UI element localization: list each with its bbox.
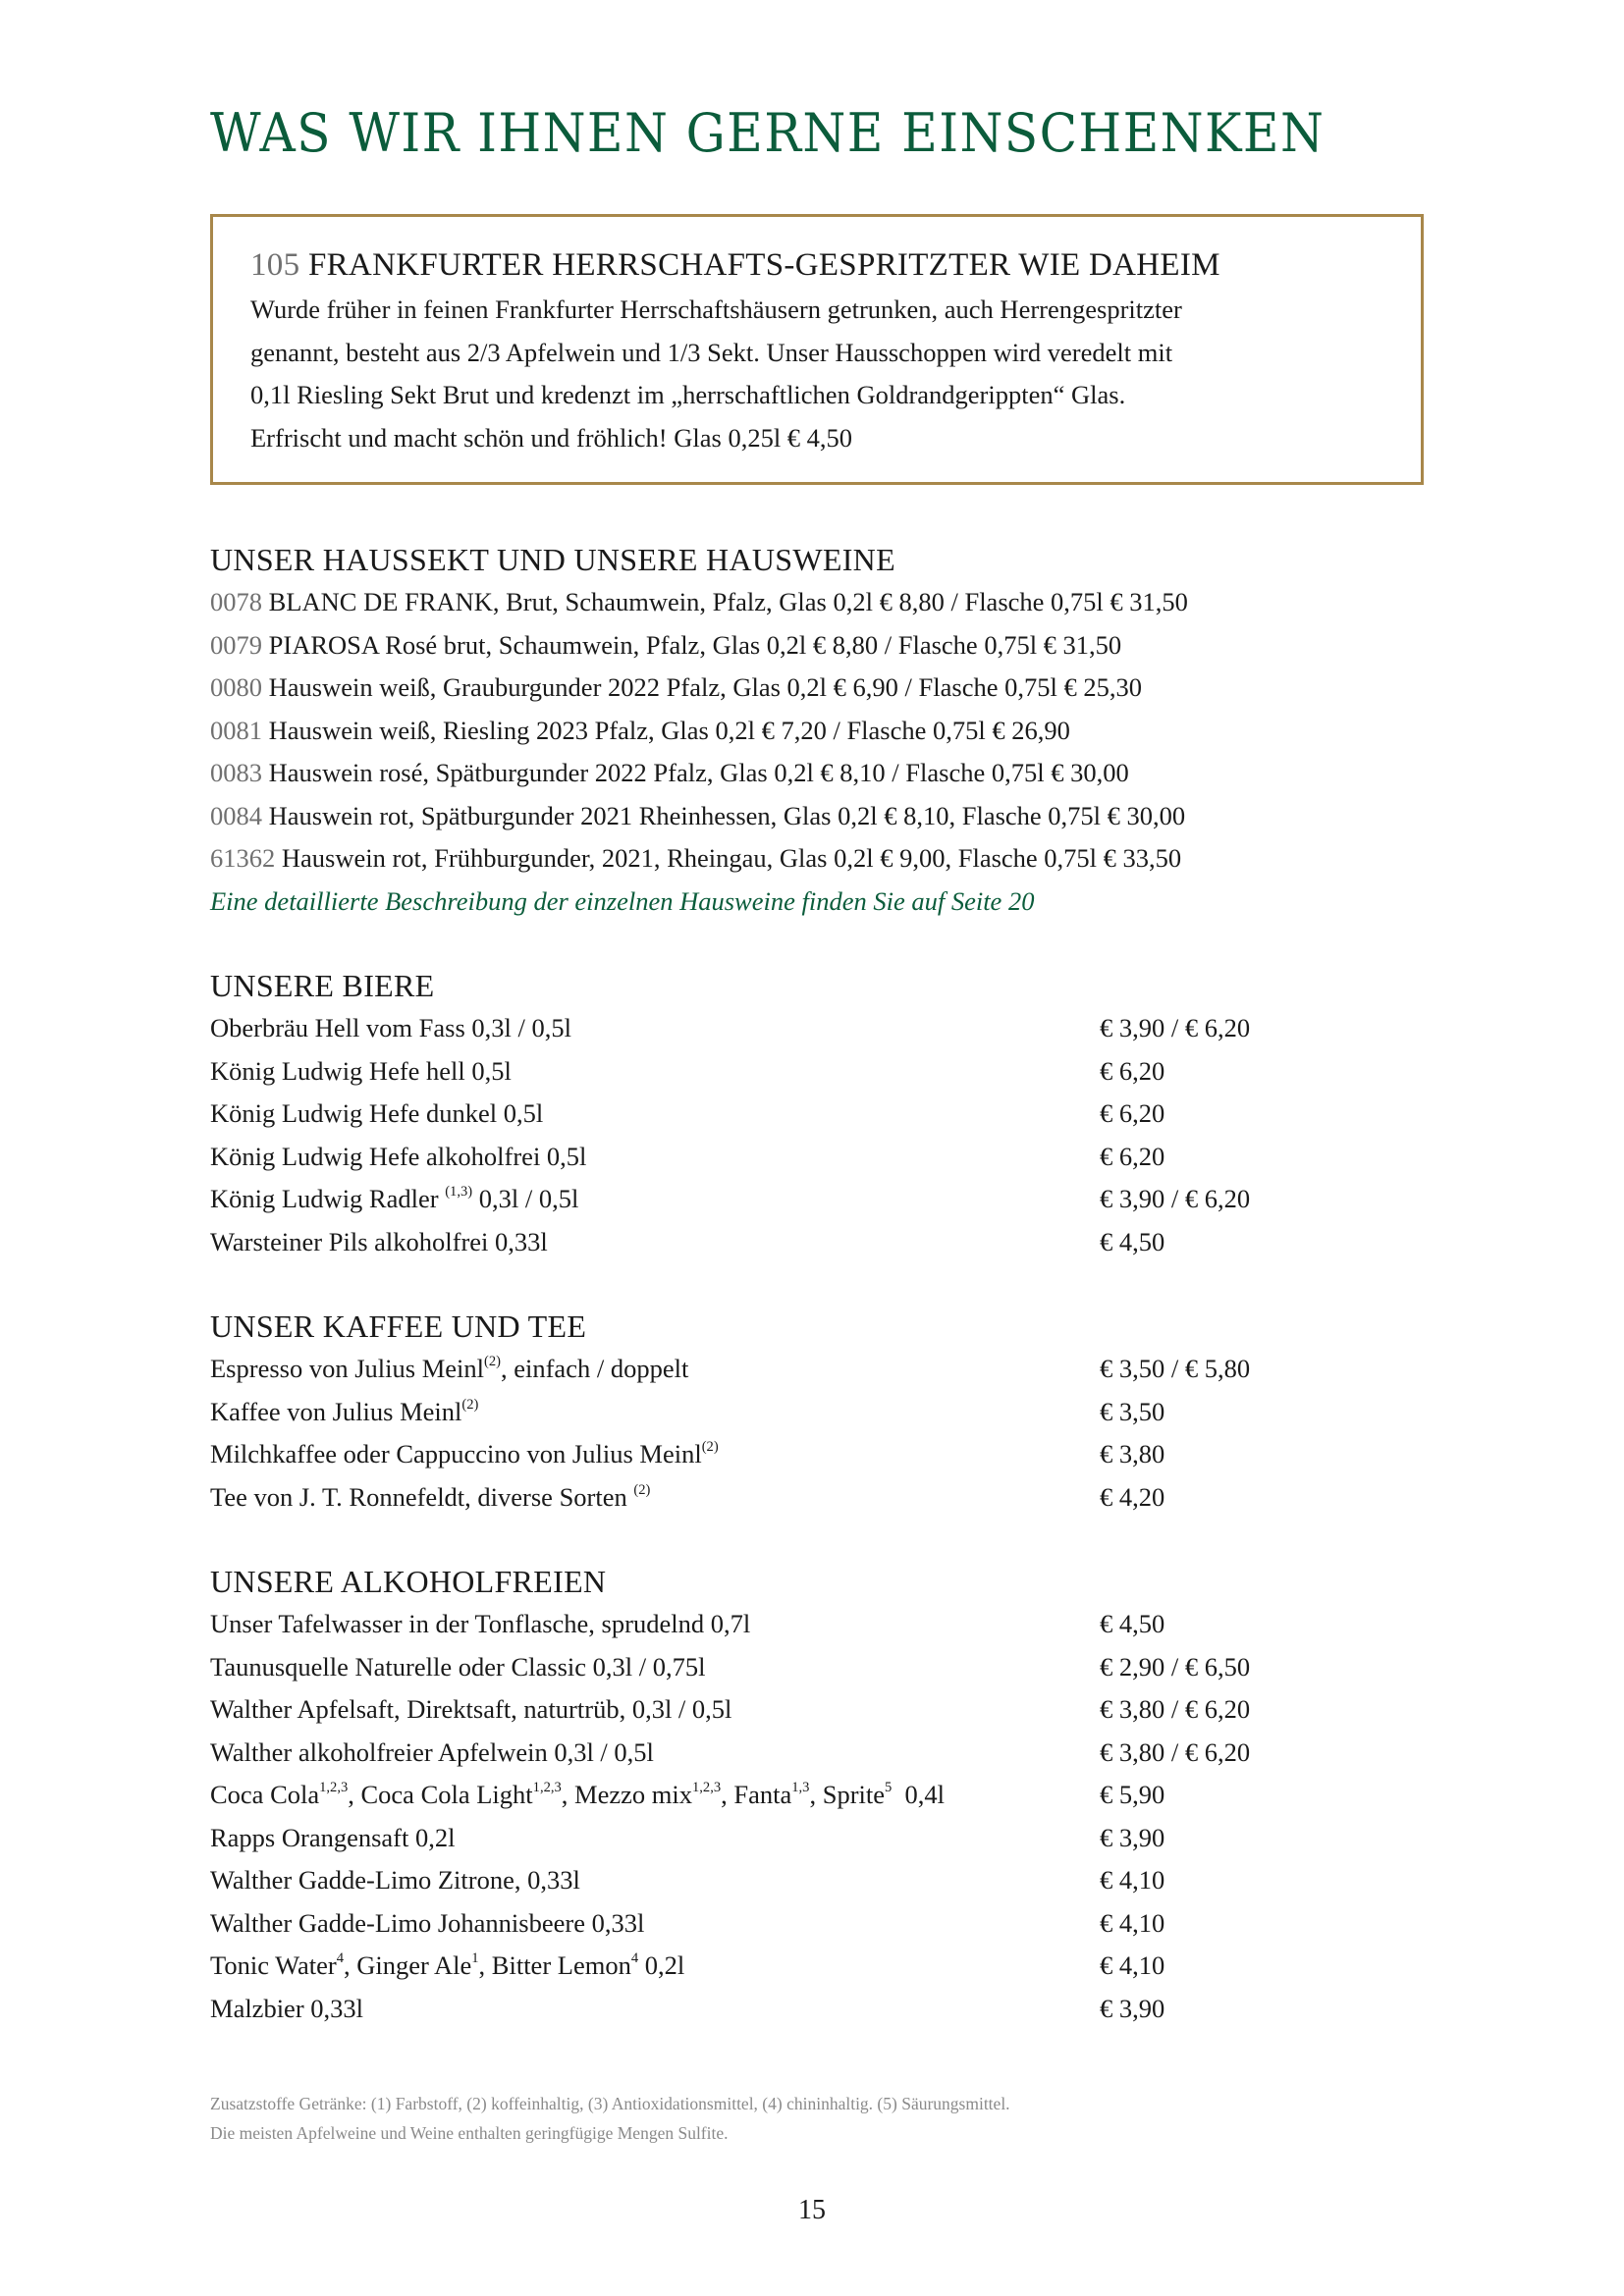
menu-item [210, 1178, 1290, 1221]
item-name-part: , Bitter Lemon [478, 1950, 631, 1980]
special-drink-name: FRANKFURTER HERRSCHAFTS-GESPRITZTER WIE DAHEIM [307, 247, 1220, 283]
item-name [210, 1391, 478, 1434]
item-price: € 3,90 / € 6,20 [1100, 1013, 1251, 1042]
additive-footnote-ref: 4 [336, 1950, 344, 1966]
wine-item [210, 624, 1290, 667]
wine-text: Hauswein rot, Frühburgunder, 2021, Rheingau, Glas 0,2l € 9,00, Flasche 0,75l € 33,50 [281, 843, 1182, 873]
wine-item [210, 752, 1290, 795]
additive-footnote-ref: (1,3) [445, 1184, 473, 1200]
item-price: € 4,20 [1100, 1481, 1165, 1512]
item-name-part: Kaffee von Julius Meinl [210, 1396, 462, 1426]
additives-footnote [210, 2089, 1010, 2148]
item-price: € 3,80 / € 6,20 [1100, 1736, 1251, 1767]
description-line: 0,1l Riesling Sekt Brut und kredenzt im „herrschaftlichen Goldrandgerippten“ Glas. [250, 380, 1126, 410]
item-price: € 4,10 [1100, 1950, 1165, 1980]
section-heading: UNSERE ALKOHOLFREIEN [210, 1564, 607, 1599]
item-price: € 3,90 / € 6,20 [1100, 1184, 1251, 1213]
additive-footnote-ref: (2) [633, 1481, 651, 1498]
item-name [210, 1433, 719, 1476]
item-price: € 3,50 [1100, 1396, 1165, 1426]
wine-text: Hauswein weiß, Grauburgunder 2022 Pfalz, Glas 0,2l € 6,90 / Flasche 0,75l € 25,30 [268, 672, 1142, 702]
item-name-part: 0,4l [892, 1780, 946, 1809]
menu-item [210, 1348, 1290, 1391]
additive-footnote-ref: 5 [885, 1780, 893, 1795]
wine-text: PIAROSA Rosé brut, Schaumwein, Pfalz, Glas 0,2l € 8,80 / Flasche 0,75l € 31,50 [268, 629, 1122, 660]
item-price: € 6,20 [1100, 1098, 1165, 1128]
menu-item [210, 1732, 1290, 1775]
item-price: € 6,20 [1100, 1055, 1165, 1086]
item-name: Taunusquelle Naturelle oder Classic 0,3l / 0,75l [210, 1651, 706, 1682]
section-soft-drinks [210, 1561, 1290, 2030]
item-name-part: Coca Cola [210, 1780, 320, 1809]
wine-item [210, 837, 1290, 881]
special-drink-description [250, 289, 1360, 459]
item-number: 61362 [210, 843, 276, 873]
item-name-part: 0,2l [638, 1950, 685, 1980]
item-name-part: , Coca Cola Light [348, 1780, 533, 1809]
item-name: Warsteiner Pils alkoholfrei 0,33l [210, 1226, 548, 1256]
item-price: € 4,50 [1100, 1609, 1165, 1638]
item-name-part: , Mezzo mix [561, 1780, 692, 1809]
additive-footnote-ref: 1 [471, 1950, 479, 1966]
wine-item [210, 710, 1290, 753]
section-heading: UNSER KAFFEE UND TEE [210, 1308, 587, 1344]
item-name-part: , Sprite [809, 1780, 886, 1809]
wine-text: Hauswein rot, Spätburgunder 2021 Rheinhessen, Glas 0,2l € 8,10, Flasche 0,75l € 30,00 [268, 800, 1186, 830]
item-number: 0084 [210, 800, 262, 830]
page-number: 15 [798, 2195, 826, 2225]
item-name-part: , einfach / doppelt [500, 1354, 689, 1383]
menu-item [210, 1050, 1290, 1094]
item-name [210, 1348, 688, 1391]
footnote-line: Die meisten Apfelweine und Weine enthalten geringfügige Mengen Sulfite. [210, 2123, 729, 2143]
item-number: 0083 [210, 758, 262, 787]
menu-item [210, 1902, 1290, 1946]
item-number: 105 [250, 247, 300, 283]
menu-item [210, 1817, 1290, 1860]
item-name: König Ludwig Hefe dunkel 0,5l [210, 1098, 544, 1128]
additive-footnote-ref: (2) [484, 1354, 501, 1369]
item-name: König Ludwig Hefe alkoholfrei 0,5l [210, 1141, 587, 1171]
section-heading: UNSER HAUSSEKT UND UNSERE HAUSWEINE [210, 542, 895, 577]
item-price: € 3,90 [1100, 1993, 1165, 2023]
menu-item [210, 1221, 1290, 1264]
additive-footnote-ref: 1,2,3 [532, 1780, 562, 1795]
item-price: € 3,80 / € 6,20 [1100, 1694, 1251, 1724]
description-line: genannt, besteht aus 2/3 Apfelwein und 1/3 Sekt. Unser Hausschoppen wird veredelt mit [250, 337, 1173, 367]
item-name [210, 1774, 945, 1817]
wine-text: Hauswein rosé, Spätburgunder 2022 Pfalz, Glas 0,2l € 8,10 / Flasche 0,75l € 30,00 [268, 758, 1129, 787]
menu-item [210, 1688, 1290, 1732]
item-name-part: , Ginger Ale [344, 1950, 472, 1980]
item-price: € 3,80 [1100, 1439, 1165, 1468]
item-number: 0079 [210, 629, 262, 660]
house-wine-reference-note: Eine detaillierte Beschreibung der einzelnen Hausweine finden Sie auf Seite 20 [210, 885, 1035, 916]
item-name: Unser Tafelwasser in der Tonflasche, sprudelnd 0,7l [210, 1609, 751, 1638]
section-coffee-tea [210, 1306, 1290, 1519]
item-name: König Ludwig Hefe hell 0,5l [210, 1055, 512, 1086]
item-price: € 4,10 [1100, 1865, 1165, 1895]
item-price: € 6,20 [1100, 1141, 1165, 1171]
item-number: 0078 [210, 587, 262, 616]
item-price: € 5,90 [1100, 1780, 1165, 1809]
wine-text: Hauswein weiß, Riesling 2023 Pfalz, Glas 0,2l € 7,20 / Flasche 0,75l € 26,90 [268, 715, 1070, 745]
section-beers [210, 965, 1290, 1263]
item-number: 0081 [210, 715, 262, 745]
item-name-part: Milchkaffee oder Cappuccino von Julius Meinl [210, 1439, 702, 1468]
page-title: WAS WIR IHNEN GERNE EINSCHENKEN [210, 102, 1326, 164]
additive-footnote-ref: (2) [461, 1396, 479, 1413]
item-name-part: König Ludwig Radler [210, 1184, 446, 1213]
additive-footnote-ref: 1,2,3 [692, 1780, 722, 1795]
additive-footnote-ref: 1,3 [791, 1780, 810, 1795]
description-line: Erfrischt und macht schön und fröhlich! Glas 0,25l € 4,50 [250, 422, 853, 453]
item-name: Walther Apfelsaft, Direktsaft, naturtrüb, 0,3l / 0,5l [210, 1694, 732, 1724]
item-name-part: 0,3l / 0,5l [472, 1184, 579, 1213]
item-name-part: Tee von J. T. Ronnefeldt, diverse Sorten [210, 1481, 634, 1512]
menu-item [210, 1945, 1290, 1988]
item-name-part: Espresso von Julius Meinl [210, 1354, 484, 1383]
menu-item [210, 1774, 1290, 1817]
menu-item [210, 1093, 1290, 1136]
item-name [210, 1945, 684, 1988]
menu-item [210, 1433, 1290, 1476]
item-price: € 3,50 / € 5,80 [1100, 1354, 1251, 1383]
wine-text: BLANC DE FRANK, Brut, Schaumwein, Pfalz, Glas 0,2l € 8,80 / Flasche 0,75l € 31,50 [268, 587, 1188, 616]
wine-item [210, 667, 1290, 710]
section-house-wines [210, 539, 1290, 923]
item-price: € 3,90 [1100, 1822, 1165, 1852]
section-heading: UNSERE BIERE [210, 968, 435, 1003]
additive-footnote-ref: 1,2,3 [319, 1780, 349, 1795]
menu-item [210, 1646, 1290, 1689]
item-name: Rapps Orangensaft 0,2l [210, 1822, 456, 1852]
item-name-part: Tonic Water [210, 1950, 337, 1980]
item-number: 0080 [210, 672, 262, 702]
additive-footnote-ref: 4 [630, 1950, 639, 1966]
additive-footnote-ref: (2) [701, 1439, 719, 1455]
item-name [210, 1476, 650, 1520]
menu-item [210, 1988, 1290, 2031]
wine-item [210, 795, 1290, 838]
item-name-part: , Fanta [721, 1780, 792, 1809]
special-drink-heading [250, 247, 1220, 284]
item-name: Walther alkoholfreier Apfelwein 0,3l / 0,5l [210, 1736, 654, 1767]
menu-item [210, 1603, 1290, 1646]
item-price: € 2,90 / € 6,50 [1100, 1651, 1251, 1682]
special-drink-box [210, 214, 1424, 485]
footnote-line: Zusatzstoffe Getränke: (1) Farbstoff, (2) koffeinhaltig, (3) Antioxidationsmittel, (4) chininhaltig. (5) Säurungsmittel. [210, 2094, 1010, 2113]
item-name: Walther Gadde-Limo Johannisbeere 0,33l [210, 1907, 645, 1938]
item-name [210, 1178, 578, 1221]
menu-item [210, 1859, 1290, 1902]
item-price: € 4,10 [1100, 1907, 1165, 1938]
menu-item [210, 1391, 1290, 1434]
item-name: Walther Gadde-Limo Zitrone, 0,33l [210, 1865, 580, 1895]
item-name: Malzbier 0,33l [210, 1993, 364, 2023]
menu-item [210, 1136, 1290, 1179]
description-line: Wurde früher in feinen Frankfurter Herrschaftshäusern getrunken, auch Herrengespritzter [250, 294, 1182, 324]
item-price: € 4,50 [1100, 1226, 1165, 1256]
menu-item [210, 1007, 1290, 1050]
wine-item [210, 581, 1290, 624]
item-name: Oberbräu Hell vom Fass 0,3l / 0,5l [210, 1013, 572, 1042]
menu-item [210, 1476, 1290, 1520]
